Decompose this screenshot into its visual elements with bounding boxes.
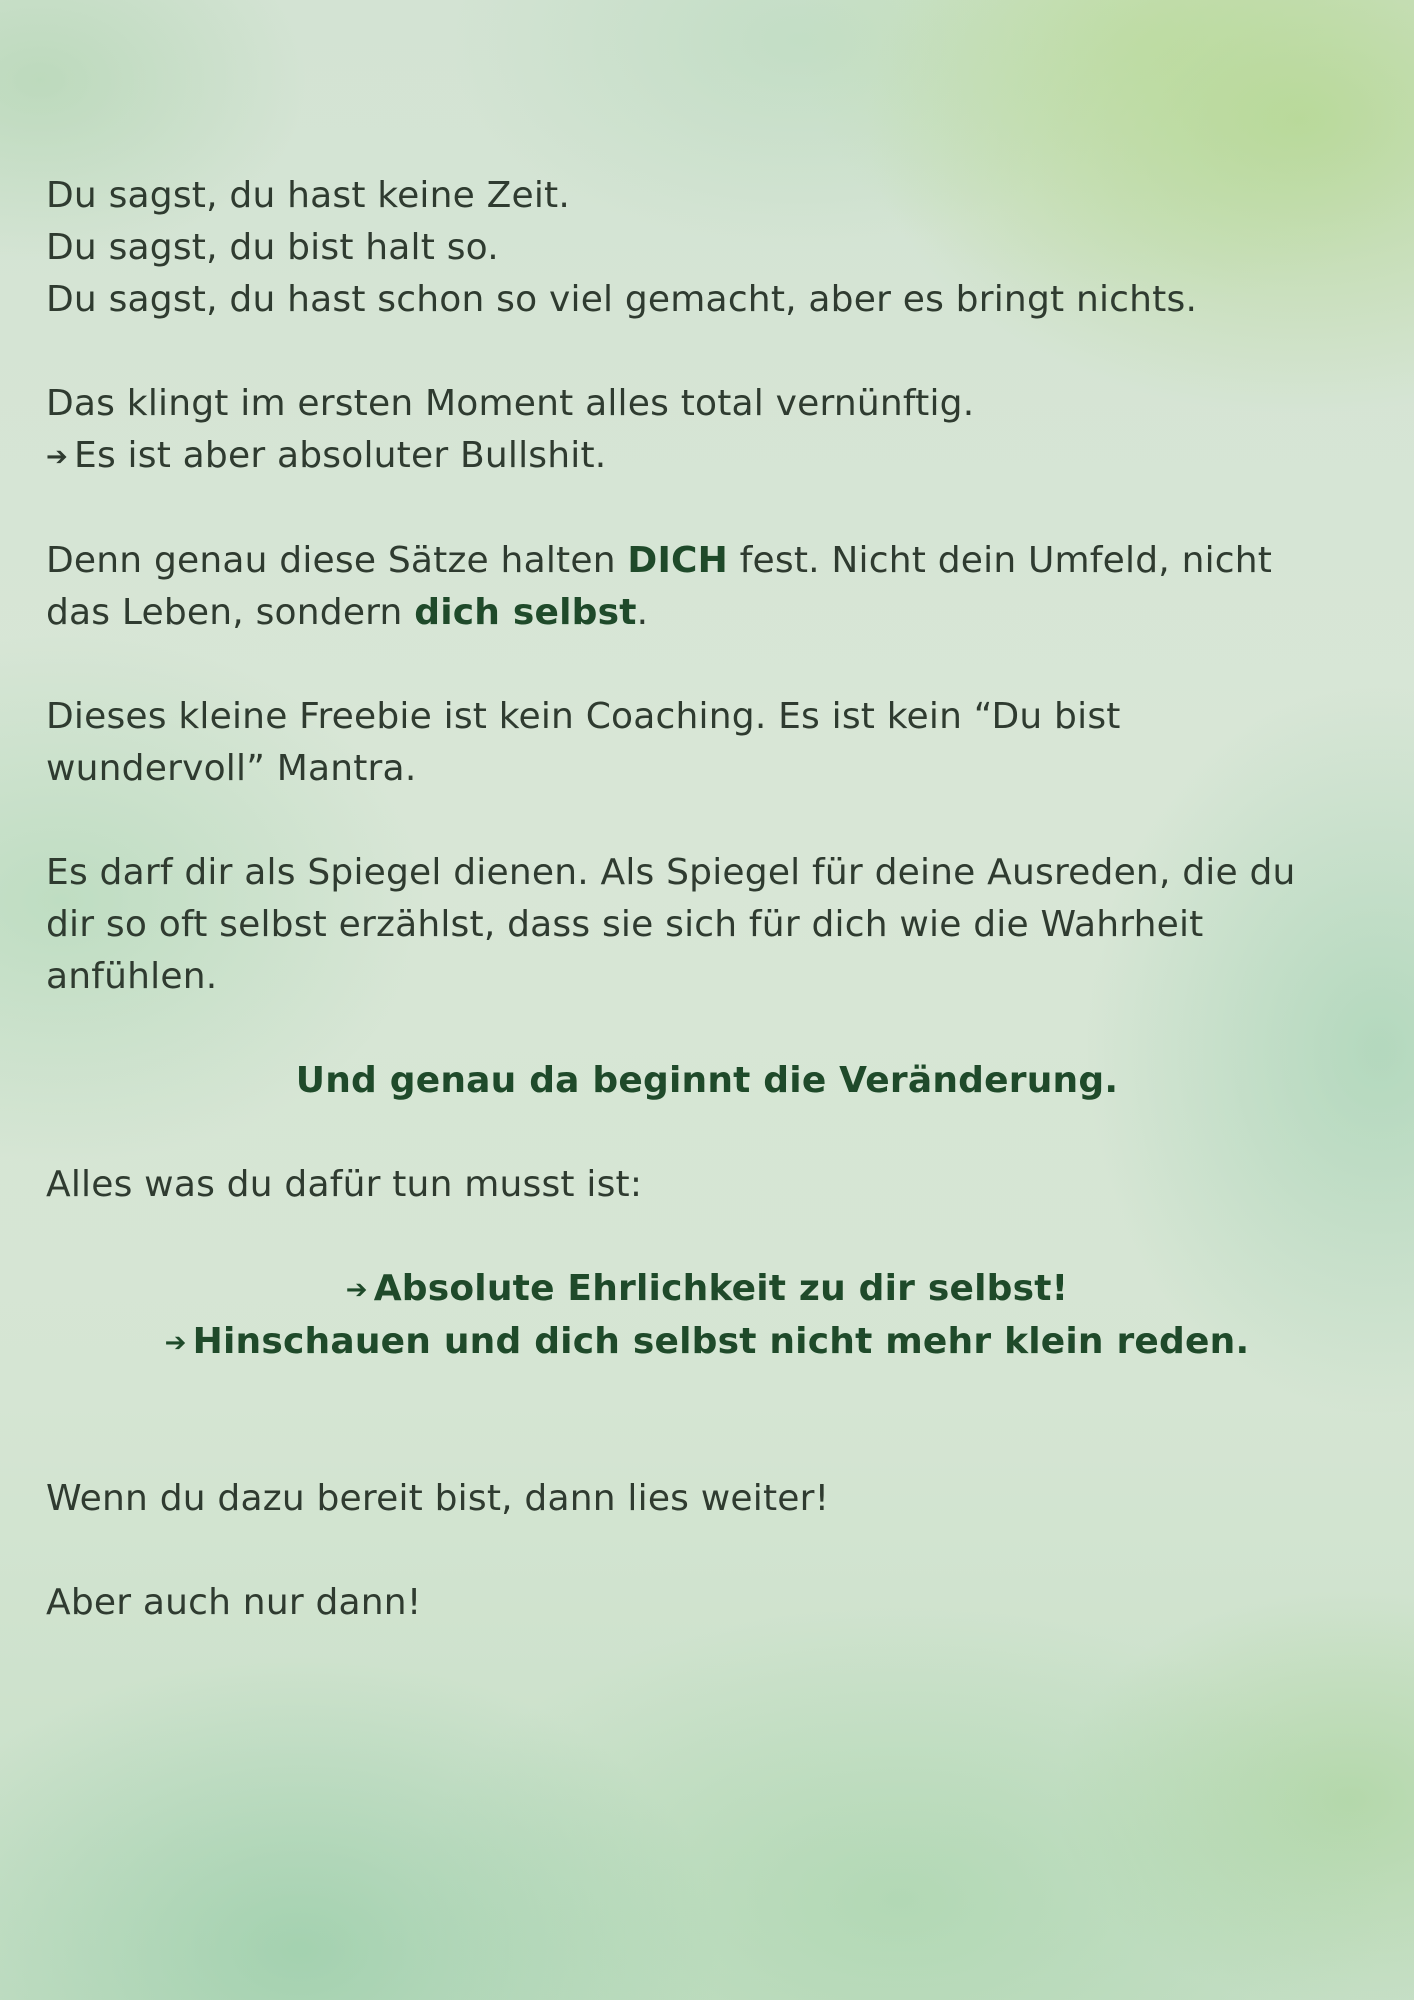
arrow-right-icon: ➔	[164, 1328, 187, 1358]
change-heading: Und genau da beginnt die Veränderung.	[295, 1060, 1119, 1101]
holdback-pre-text: Denn genau diese Sätze halten	[46, 540, 628, 581]
holdback-line-1	[46, 535, 1346, 587]
freebie-block	[46, 691, 1346, 795]
closing-line-1: Wenn du dazu bereit bist, dann lies weiter!	[46, 1478, 830, 1519]
holdback-line-2	[46, 587, 1346, 639]
closing-line-2: Aber auch nur dann!	[46, 1582, 422, 1623]
mirror-line-2: dir so oft selbst erzählst, dass sie sich für dich wie die Wahrheit	[46, 904, 1204, 945]
intro-block	[46, 170, 1346, 326]
holdback-emphasis-dich: DICH	[627, 540, 728, 581]
reasonable-line-2	[46, 430, 1346, 483]
reasonable-block	[46, 378, 1346, 483]
freebie-line-1: Dieses kleine Freebie ist kein Coaching. Es ist kein “Du bist	[46, 696, 1121, 737]
holdback-emphasis-selbst: dich selbst	[414, 592, 637, 633]
freebie-line-2: wundervoll” Mantra.	[46, 748, 417, 789]
arrow-right-icon: ➔	[46, 442, 68, 472]
intro-line-1: Du sagst, du hast keine Zeit.	[46, 175, 571, 216]
intro-line-3: Du sagst, du hast schon so viel gemacht, aber es bringt nichts.	[46, 279, 1198, 320]
closing-block	[46, 1473, 1346, 1629]
holdback-line-2-post: .	[636, 592, 649, 633]
reasonable-line-1: Das klingt im ersten Moment alles total vernünftig.	[46, 383, 975, 424]
todo-item-2	[46, 1316, 1368, 1369]
change-block	[46, 1055, 1368, 1107]
mirror-block	[46, 847, 1346, 1003]
reasonable-line-2-text: Es ist aber absoluter Bullshit.	[74, 435, 607, 476]
todo-item-1	[46, 1263, 1368, 1316]
arrow-right-icon: ➔	[345, 1275, 368, 1305]
holdback-mid-text: fest. Nicht dein Umfeld, nicht	[728, 540, 1273, 581]
todo-list	[46, 1263, 1368, 1369]
todo-block	[46, 1159, 1346, 1369]
page-content	[46, 170, 1346, 1629]
todo-intro: Alles was du dafür tun musst ist:	[46, 1164, 643, 1205]
todo-item-2-text: Hinschauen und dich selbst nicht mehr klein reden.	[192, 1321, 1250, 1362]
holdback-block	[46, 535, 1346, 639]
mirror-line-3: anfühlen.	[46, 956, 218, 997]
todo-item-1-text: Absolute Ehrlichkeit zu dir selbst!	[373, 1268, 1069, 1309]
holdback-line-2-pre: das Leben, sondern	[46, 592, 415, 633]
intro-line-2: Du sagst, du bist halt so.	[46, 227, 499, 268]
mirror-line-1: Es darf dir als Spiegel dienen. Als Spiegel für deine Ausreden, die du	[46, 852, 1296, 893]
